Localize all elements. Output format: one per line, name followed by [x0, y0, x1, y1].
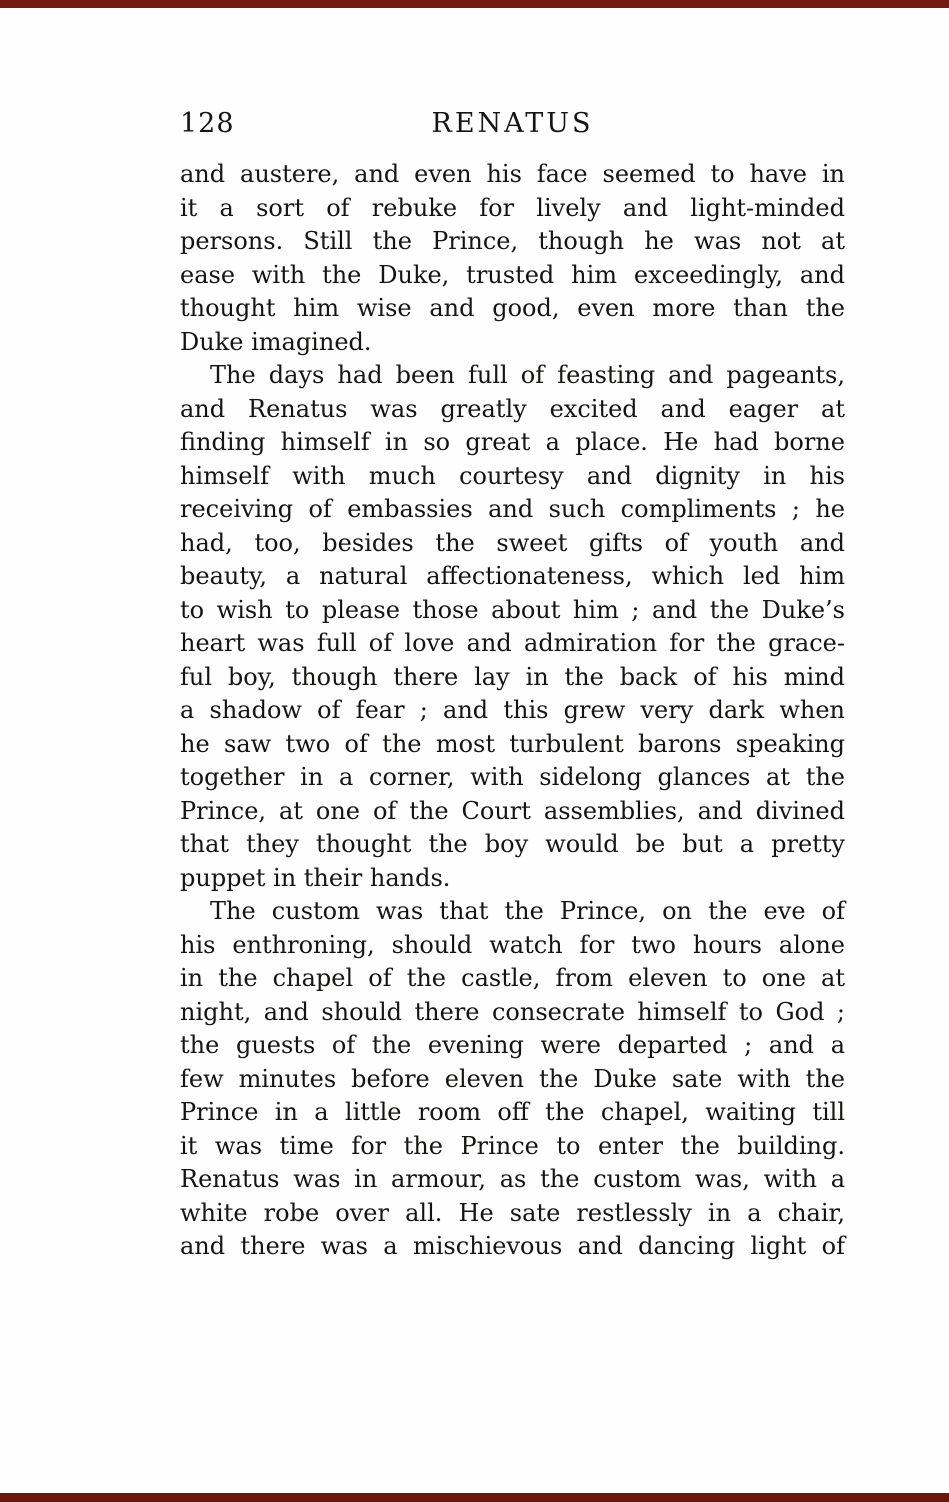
text-line: night, and should there consecrate himself to God ; — [180, 997, 845, 1026]
body-text — [180, 158, 845, 1264]
text-line: himself with much courtesy and dignity in his — [180, 461, 845, 490]
text-line: together in a corner, with sidelong glances at the — [180, 763, 845, 791]
text-line: a shadow of fear ; and this grew very dark when — [180, 696, 845, 724]
page-number: 128 — [180, 108, 235, 139]
text-line: beauty, a natural affectionateness, which led him — [180, 562, 845, 590]
text-line: finding himself in so great a place. He had borne — [180, 428, 845, 456]
text-line: heart was full of love and admiration for the grace- — [180, 629, 845, 657]
text-line: The custom was that the Prince, on the eve of — [210, 897, 845, 925]
text-line: and Renatus was greatly excited and eager at — [180, 394, 845, 423]
text-line: to wish to please those about him ; and the Duke’s — [180, 595, 845, 624]
text-line: it was time for the Prince to enter the building. — [180, 1131, 845, 1160]
text-line: ease with the Duke, trusted him exceedingly, and — [180, 260, 845, 289]
text-line: his enthroning, should watch for two hours alone — [180, 930, 845, 959]
scan-edge-bottom — [0, 1493, 949, 1502]
running-title: RENATUS — [431, 108, 594, 139]
text-line: the guests of the evening were departed ; and a — [180, 1031, 845, 1059]
text-line: Prince, at one of the Court assemblies, and divined — [180, 796, 845, 825]
text-line: receiving of embassies and such compliments ; he — [180, 495, 845, 523]
page-header — [180, 108, 845, 144]
text-line: puppet in their hands. — [180, 863, 451, 892]
text-line: he saw two of the most turbulent barons speaking — [180, 729, 845, 758]
text-line: Renatus was in armour, as the custom was, with a — [180, 1165, 845, 1193]
text-line: it a sort of rebuke for lively and light-minded — [180, 193, 845, 222]
text-line: thought him wise and good, even more than the — [180, 294, 845, 322]
text-line: Duke imagined. — [180, 327, 372, 356]
text-line: that they thought the boy would be but a pretty — [180, 830, 845, 858]
text-line: few minutes before eleven the Duke sate with the — [180, 1064, 845, 1093]
text-line: The days had been full of feasting and pageants, — [210, 361, 845, 389]
scan-edge-top — [0, 0, 949, 8]
text-line: and there was a mischievous and dancing light of — [180, 1232, 845, 1260]
text-line: ful boy, though there lay in the back of his mind — [180, 662, 845, 691]
text-line: persons. Still the Prince, though he was not at — [180, 227, 845, 255]
text-line: had, too, besides the sweet gifts of youth and — [180, 528, 845, 557]
text-line: Prince in a little room off the chapel, waiting till — [180, 1098, 845, 1126]
text-line: white robe over all. He sate restlessly in a chair, — [180, 1198, 845, 1227]
text-line: in the chapel of the castle, from eleven to one at — [180, 964, 845, 992]
text-line: and austere, and even his face seemed to have in — [180, 160, 845, 188]
